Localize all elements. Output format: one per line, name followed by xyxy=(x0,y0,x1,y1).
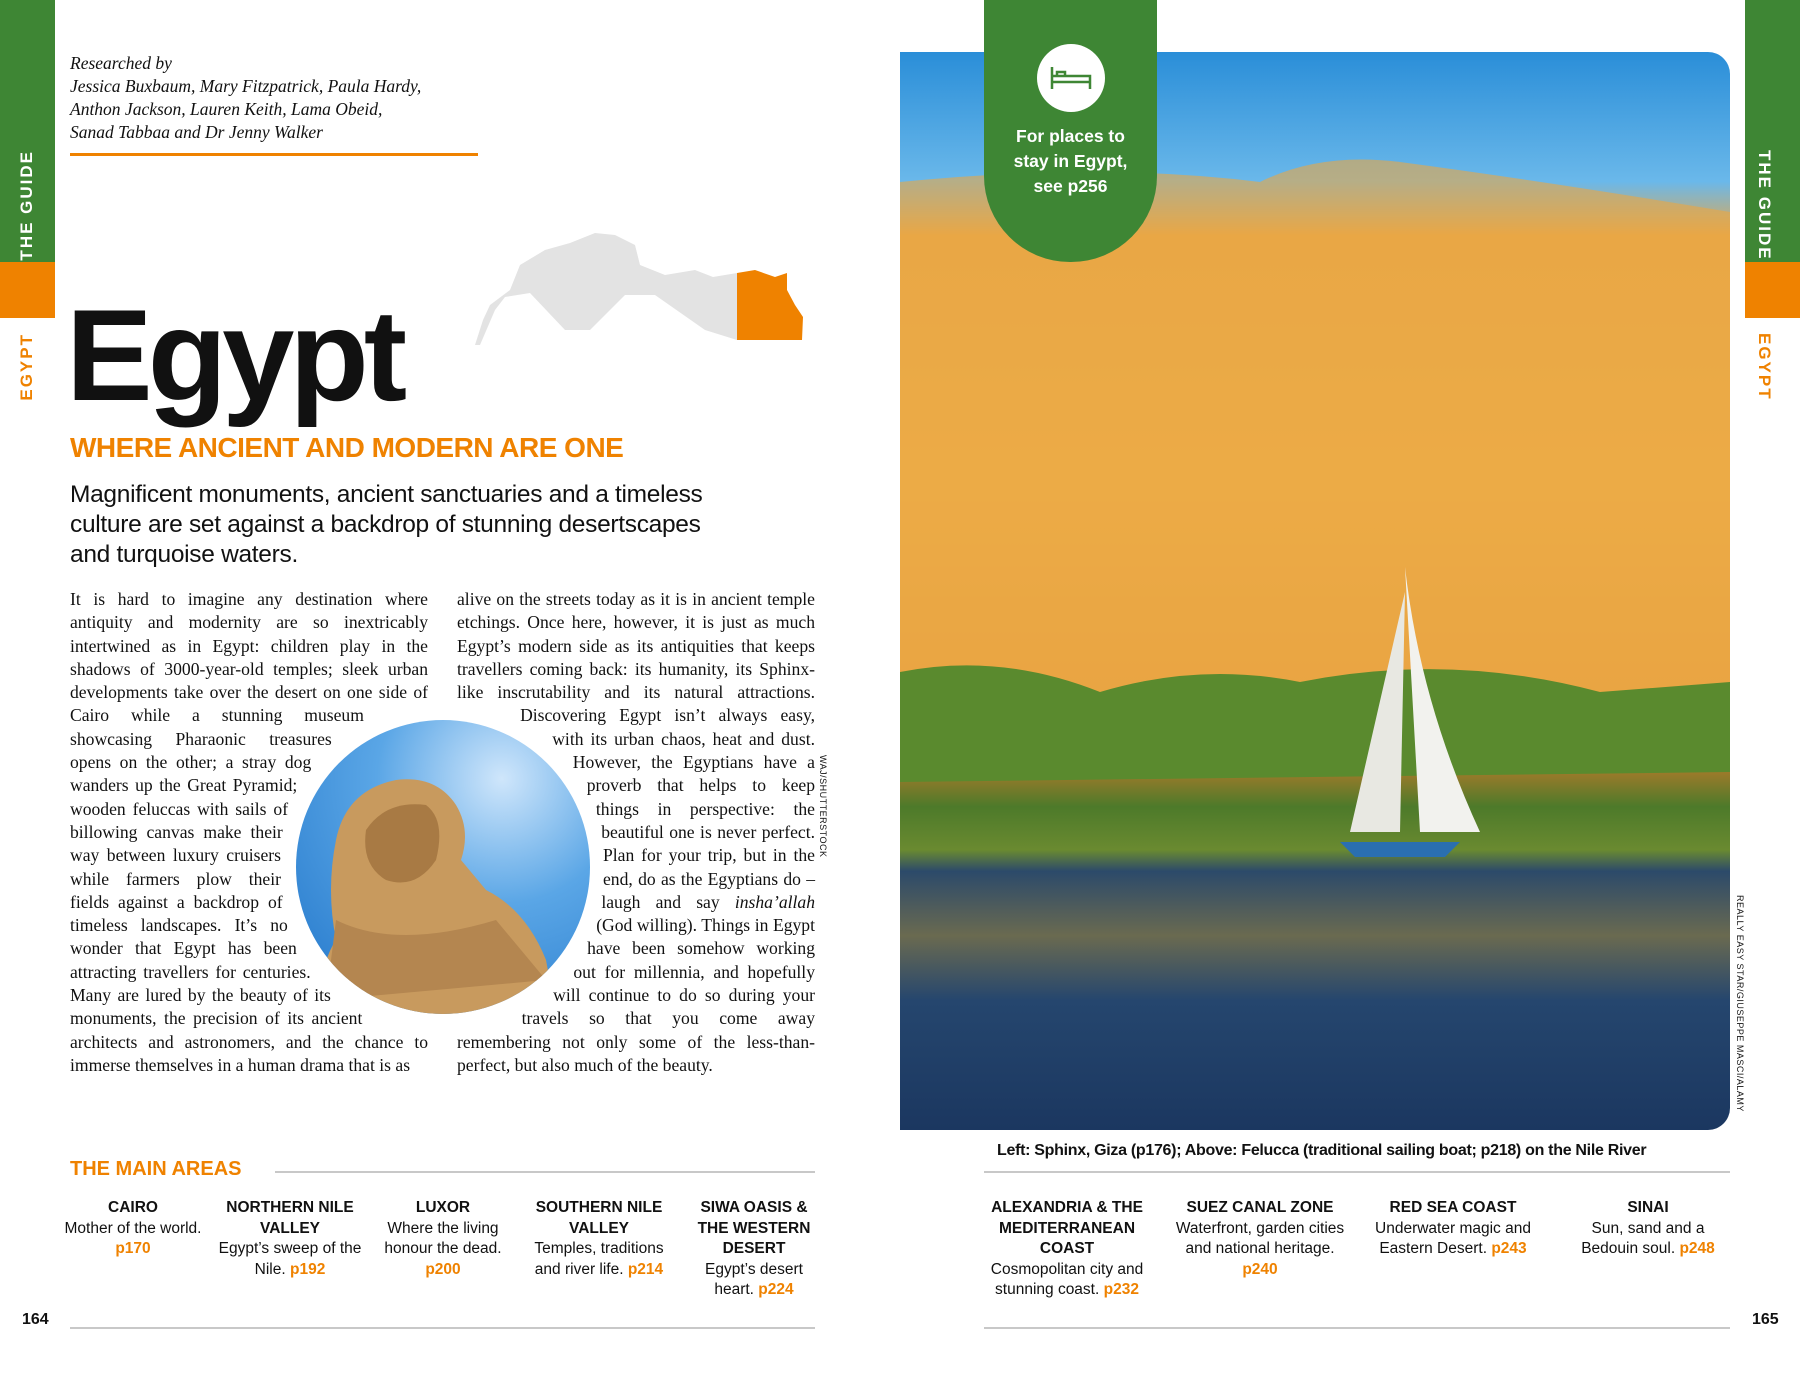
area-page-link[interactable]: p243 xyxy=(1491,1240,1527,1257)
area-page-link[interactable]: p232 xyxy=(1103,1281,1139,1298)
orange-band-left xyxy=(0,262,55,318)
researcher-line: Anthon Jackson, Lauren Keith, Lama Obeid, xyxy=(70,99,383,119)
area-page-link[interactable]: p224 xyxy=(758,1281,794,1298)
area-page-link[interactable]: p200 xyxy=(425,1260,461,1278)
area-name: SIWA OASIS & THE WESTERN DESERT xyxy=(697,1199,811,1257)
body-text: (God willing). Things in Egypt have been somehow working out for millennia, and hopefully will continue to do so during your travels so that you come away remembering not only some of the less-than-perfect, but also much of the beauty. xyxy=(457,915,815,1075)
main-area-item[interactable] xyxy=(529,1198,669,1280)
main-area-item[interactable] xyxy=(1568,1198,1728,1260)
page-title: Egypt xyxy=(66,282,403,428)
page-number-right: 165 xyxy=(1752,1311,1779,1328)
area-page-link[interactable]: p248 xyxy=(1679,1240,1715,1257)
bed-icon xyxy=(1037,44,1105,112)
main-area-item[interactable] xyxy=(368,1198,518,1280)
divider xyxy=(70,153,478,156)
orange-band-right xyxy=(1745,262,1800,318)
divider xyxy=(275,1171,815,1173)
the-guide-label-right: THE GUIDE xyxy=(1755,150,1774,261)
area-desc: Temples, traditions and river life. xyxy=(534,1240,664,1278)
main-areas-heading: THE MAIN AREAS xyxy=(70,1158,242,1180)
researched-label: Researched by xyxy=(70,53,172,73)
egypt-label-right: EGYPT xyxy=(1755,333,1774,401)
main-area-item[interactable] xyxy=(684,1198,824,1301)
area-desc: Waterfront, garden cities and national heritage. xyxy=(1175,1219,1345,1257)
body-text: alive on the streets today as it is in ancient temple etchings. Once here, however, it is just as much Egypt’s modern side as its antiquities that keeps travellers coming back: its humanity, its Sphinx-like inscrutability and its natural attractions. Discovering Egypt isn’t always easy, with its urban chaos, heat and dust. However, the Egyptians have a proverb that helps to keep things in perspective: the beautiful one is never perfect. Plan for your trip, but in the end, do as the Egyptians do – laugh and say xyxy=(457,589,815,912)
area-name: SOUTHERN NILE VALLEY xyxy=(535,1199,663,1237)
area-desc: Cosmopolitan city and stunning coast. xyxy=(990,1260,1144,1298)
area-desc: Egypt’s desert heart. xyxy=(705,1260,803,1298)
area-page-link[interactable]: p240 xyxy=(1242,1260,1278,1278)
area-desc: Egypt’s sweep of the Nile. xyxy=(218,1240,362,1278)
photo-credit: REALLY EASY STAR/GIUSEPPE MASCI/ALAMY xyxy=(1735,895,1745,1112)
area-name: SINAI xyxy=(1627,1199,1669,1216)
stay-info-text: For places to stay in Egypt, see p256 xyxy=(1013,126,1128,196)
area-name: ALEXANDRIA & THE MEDITERRANEAN COAST xyxy=(991,1199,1143,1257)
main-area-item[interactable] xyxy=(972,1198,1162,1301)
subtitle: WHERE ANCIENT AND MODERN ARE ONE xyxy=(70,432,624,463)
main-area-item[interactable] xyxy=(1175,1198,1345,1280)
area-desc: Where the living honour the dead. xyxy=(384,1219,502,1257)
body-text: It is hard to imagine any destination where antiquity and modernity are so inextricably intertwined as in Egypt: children play in the shadows of 3000-year-old temples; sleek urban developments take over the desert on one side of Cairo while a stunning museum showcasing Pharaonic treasures opens on the other; a stray dog wanders up the Great Pyramid; wooden feluccas with sails of billowing canvas make their way between luxury cruisers while farmers plow their fields against a backdrop of timeless landscapes. It’s no wonder that Egypt has been attracting travellers for centuries. Many are lured by the beauty of its monuments, the precision of its ancient architects and astronomers, and the chance to immerse themselves in a human drama that is as xyxy=(70,589,428,1075)
area-page-link[interactable]: p192 xyxy=(289,1260,326,1278)
researcher-line: Jessica Buxbaum, Mary Fitzpatrick, Paula Hardy, xyxy=(70,76,422,96)
researchers xyxy=(70,52,490,144)
area-desc: Underwater magic and Eastern Desert. xyxy=(1375,1219,1531,1257)
area-name: RED SEA COAST xyxy=(1389,1199,1517,1216)
main-area-item[interactable] xyxy=(63,1198,203,1260)
researcher-line: Sanad Tabbaa and Dr Jenny Walker xyxy=(70,122,323,142)
stay-info-tab[interactable] xyxy=(984,0,1157,262)
body-italic: insha’allah xyxy=(734,891,815,912)
area-page-link[interactable]: p214 xyxy=(627,1260,664,1278)
area-desc: Sun, sand and a Bedouin soul. xyxy=(1581,1219,1705,1257)
area-desc: Mother of the world. xyxy=(64,1219,202,1237)
area-name: CAIRO xyxy=(108,1199,158,1216)
divider xyxy=(984,1171,1730,1173)
area-name: SUEZ CANAL ZONE xyxy=(1186,1199,1334,1216)
photo-credit: WAJ/SHUTTERSTOCK xyxy=(818,755,828,858)
north-africa-locator-map xyxy=(475,225,810,350)
page-number-left: 164 xyxy=(22,1311,49,1328)
sphinx-photo xyxy=(296,720,590,1014)
area-name: NORTHERN NILE VALLEY xyxy=(226,1199,354,1237)
the-guide-label-left: THE GUIDE xyxy=(17,150,36,261)
egypt-label-left: EGYPT xyxy=(17,333,36,401)
area-name: LUXOR xyxy=(415,1199,471,1216)
area-page-link[interactable]: p170 xyxy=(115,1240,151,1257)
intro-text: Magnificent monuments, ancient sanctuaries and a timeless culture are set against a backdrop of stunning desertscapes and turquoise waters. xyxy=(70,481,703,568)
photo-caption: Left: Sphinx, Giza (p176); Above: Felucca (traditional sailing boat; p218) on the Nile River xyxy=(997,1142,1647,1159)
main-area-item[interactable] xyxy=(1363,1198,1543,1260)
footer-rule-right xyxy=(984,1327,1730,1329)
footer-rule-left xyxy=(70,1327,815,1329)
main-area-item[interactable] xyxy=(210,1198,370,1280)
